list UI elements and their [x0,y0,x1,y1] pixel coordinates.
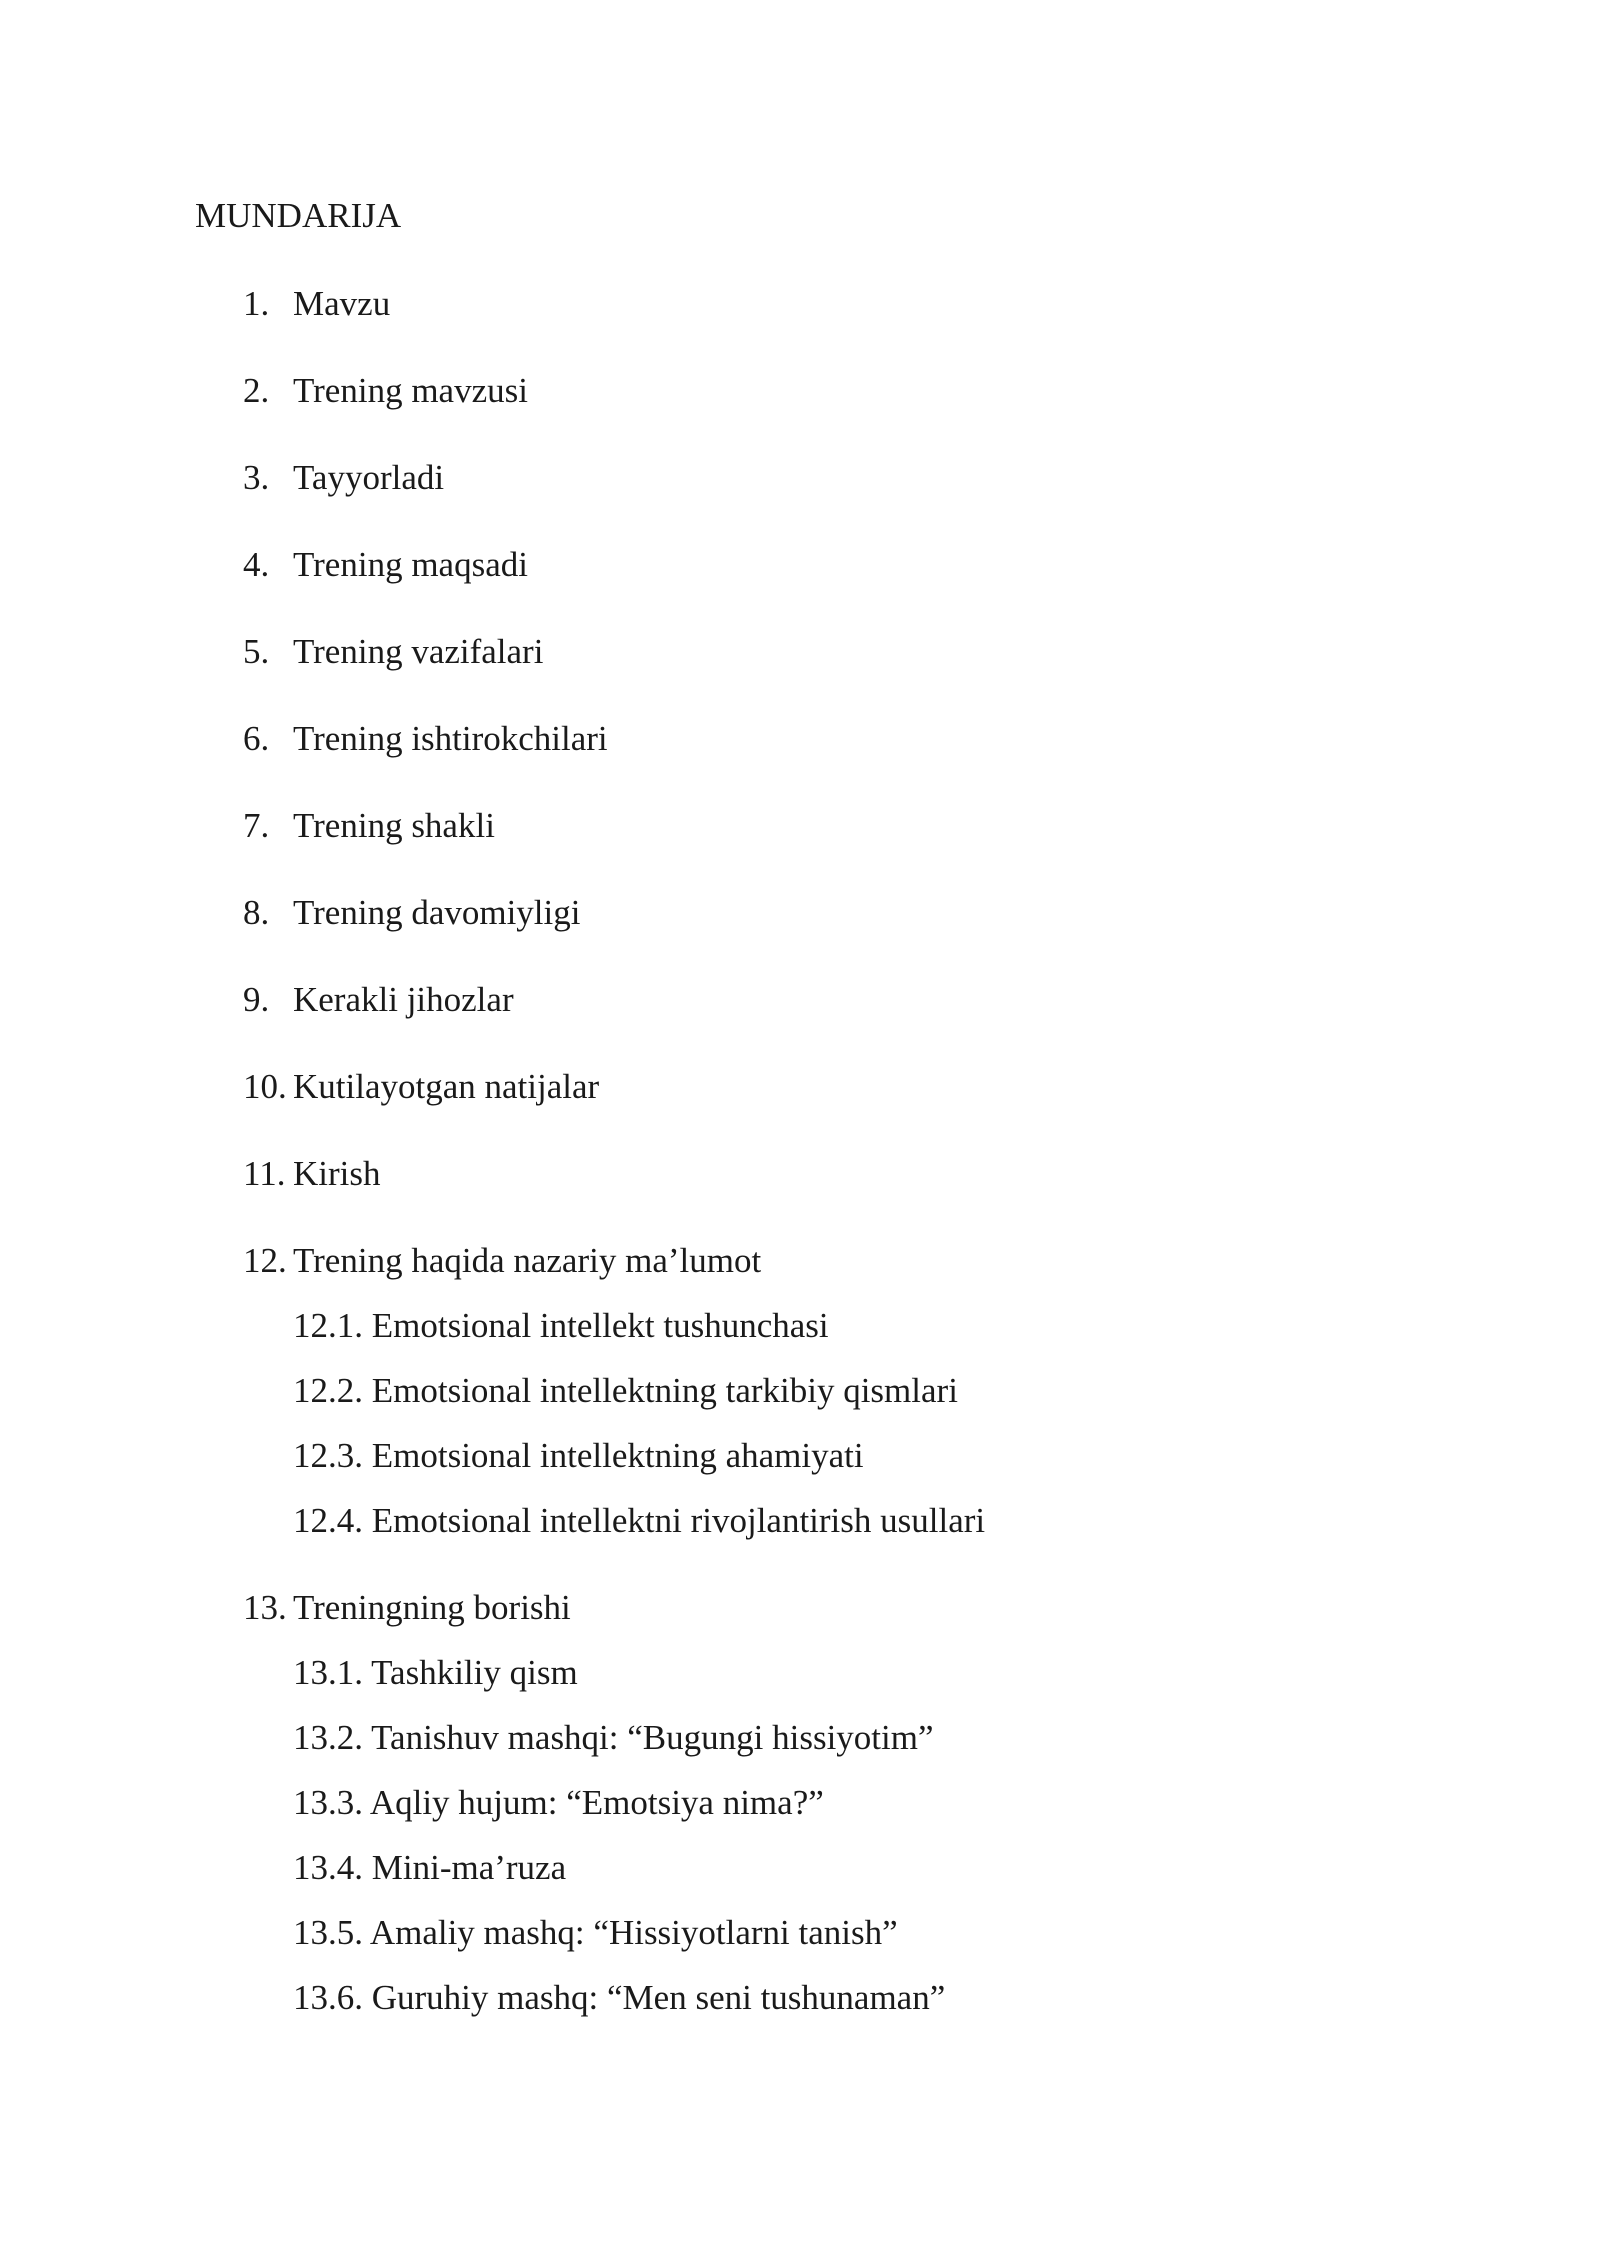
toc-subitem: 13.1. Tashkiliy qism [293,1653,578,1692]
toc-item-number: 2. [243,371,270,410]
toc-item-number: 4. [243,545,270,584]
toc-item-text: Tayyorladi [293,458,445,497]
toc-item-text: Kutilayotgan natijalar [293,1067,600,1106]
toc-item-number: 11. [243,1154,286,1193]
toc-item-text: Trening mavzusi [293,371,528,410]
toc-item-number: 9. [243,980,270,1019]
toc-subitem: 13.6. Guruhiy mashq: “Men seni tushunaman” [293,1978,946,2017]
toc-item-text: Trening davomiyligi [293,893,581,932]
toc-item-number: 1. [243,284,270,323]
toc-subitem: 12.3. Emotsional intellektning ahamiyati [293,1436,864,1475]
toc-item-text: Trening ishtirokchilari [293,719,608,758]
toc-item-number: 5. [243,632,270,671]
toc-subitem: 13.2. Tanishuv mashqi: “Bugungi hissiyotim” [293,1718,934,1757]
toc-item-text: Trening haqida nazariy ma’lumot [293,1241,762,1280]
toc-item-number: 6. [243,719,270,758]
toc-item-text: Treningning borishi [293,1588,571,1627]
toc-subitem: 13.3. Aqliy hujum: “Emotsiya nima?” [293,1783,824,1822]
toc-item-text: Kerakli jihozlar [293,980,514,1019]
toc-item-number: 13. [243,1588,287,1627]
toc-item-number: 8. [243,893,270,932]
toc-item-number: 12. [243,1241,287,1280]
toc-item-number: 10. [243,1067,287,1106]
toc-item-text: Trening vazifalari [293,632,544,671]
toc-item-number: 3. [243,458,270,497]
toc-subitem: 13.5. Amaliy mashq: “Hissiyotlarni tanish” [293,1913,898,1952]
document-title: MUNDARIJA [195,196,402,235]
toc-subitem: 12.2. Emotsional intellektning tarkibiy qismlari [293,1371,958,1410]
toc-item-text: Kirish [293,1154,381,1193]
toc-item-text: Trening maqsadi [293,545,528,584]
toc-item-text: Trening shakli [293,806,495,845]
toc-subitem: 12.1. Emotsional intellekt tushunchasi [293,1306,829,1345]
toc-item-number: 7. [243,806,270,845]
toc-subitem: 13.4. Mini-ma’ruza [293,1848,567,1887]
toc-subitem: 12.4. Emotsional intellektni rivojlantirish usullari [293,1501,986,1540]
toc-item-text: Mavzu [293,284,391,323]
